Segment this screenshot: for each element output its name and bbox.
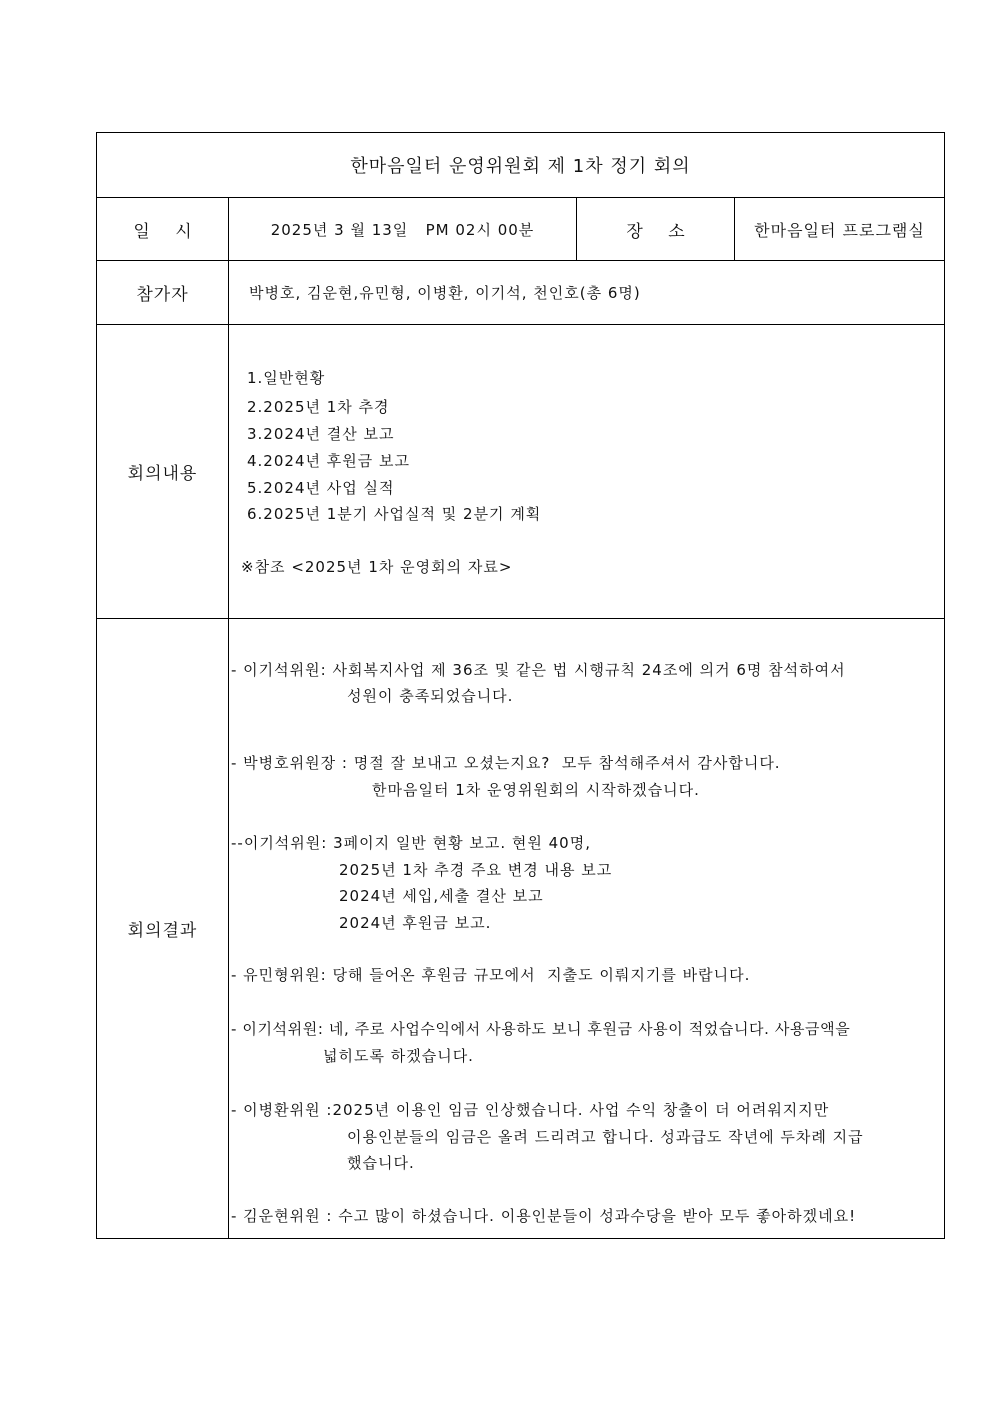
result-line: - 김운현위원 : 수고 많이 하셨습니다. 이용인분들이 성과수당을 받아 모두 좋아하겠네요! (231, 1207, 857, 1225)
result-line: 넓히도록 하겠습니다. (323, 1047, 474, 1065)
result-line: - 이병환위원 :2025년 이용인 임금 인상했습니다. 사업 수익 창출이 더 어려워지지만 (231, 1101, 830, 1119)
result-line: 한마음일터 1차 운영위원회의 시작하겠습니다. (372, 781, 700, 799)
datetime-label-cell (97, 198, 228, 260)
attendees-row (97, 260, 944, 324)
location-value: 한마음일터 프로그램실 (754, 220, 925, 240)
datetime-value: 2025년 3 월 13일 PM 02시 00분 (270, 220, 535, 239)
results-label: 회의결과 (127, 921, 198, 941)
results-row (97, 618, 944, 1238)
agenda-label-cell (97, 325, 228, 618)
attendees-value: 박병호, 김운현,유민형, 이병환, 이기석, 천인호(총 6명) (249, 284, 641, 302)
location-label-cell (576, 198, 734, 260)
results-list (229, 619, 944, 1238)
agenda-item: 5.2024년 사업 실적 (247, 479, 395, 497)
attendees-label: 참가자 (136, 285, 189, 305)
agenda-item: 4.2024년 후원금 보고 (247, 452, 410, 470)
agenda-row (97, 324, 944, 618)
title-cell (97, 133, 944, 197)
title-row (97, 133, 944, 197)
agenda-item: 1.일반현황 (247, 369, 326, 387)
meeting-minutes-table (96, 132, 945, 1239)
datetime-value-cell (228, 198, 576, 260)
datetime-location-row (97, 197, 944, 260)
results-label-cell (97, 619, 228, 1238)
datetime-label: 일 시 (133, 221, 202, 242)
result-line: - 박병호위원장 : 명절 잘 보내고 오셨는지요? 모두 참석해주셔서 감사합니다. (231, 754, 781, 772)
result-line: 이용인분들의 임금은 올려 드리려고 합니다. 성과급도 작년에 두차례 지급 (347, 1128, 864, 1146)
agenda-list (229, 325, 944, 618)
result-line: 했습니다. (347, 1154, 415, 1172)
agenda-reference-note: ※참조 <2025년 1차 운영회의 자료> (241, 558, 513, 576)
location-label: 장 소 (626, 221, 695, 242)
attendees-value-cell (228, 261, 944, 324)
result-line: 성원이 충족되었습니다. (347, 687, 514, 705)
result-line: - 이기석위원: 사회복지사업 제 36조 및 같은 법 시행규칙 24조에 의거 6명 참석하여서 (231, 661, 846, 679)
agenda-content-cell (228, 325, 944, 618)
agenda-label: 회의내용 (127, 464, 198, 484)
result-line: 2025년 1차 추경 주요 변경 내용 보고 (339, 861, 613, 879)
agenda-item: 3.2024년 결산 보고 (247, 425, 395, 443)
result-line: - 이기석위원: 네, 주로 사업수익에서 사용하도 보니 후원금 사용이 적었습니다. 사용금액을 (231, 1020, 851, 1038)
result-line: 2024년 세입,세출 결산 보고 (339, 887, 544, 905)
result-line: 2024년 후원금 보고. (339, 914, 492, 932)
location-value-cell (734, 198, 944, 260)
result-line: --이기석위원: 3페이지 일반 현황 보고. 현원 40명, (231, 834, 591, 852)
results-content-cell (228, 619, 944, 1238)
agenda-item: 2.2025년 1차 추경 (247, 398, 390, 416)
attendees-label-cell (97, 261, 228, 324)
agenda-item: 6.2025년 1분기 사업실적 및 2분기 계획 (247, 505, 542, 523)
result-line: - 유민형위원: 당해 들어온 후원금 규모에서 지출도 이뤄지기를 바랍니다. (231, 966, 751, 984)
document-title: 한마음일터 운영위원회 제 1차 정기 회의 (350, 156, 691, 177)
